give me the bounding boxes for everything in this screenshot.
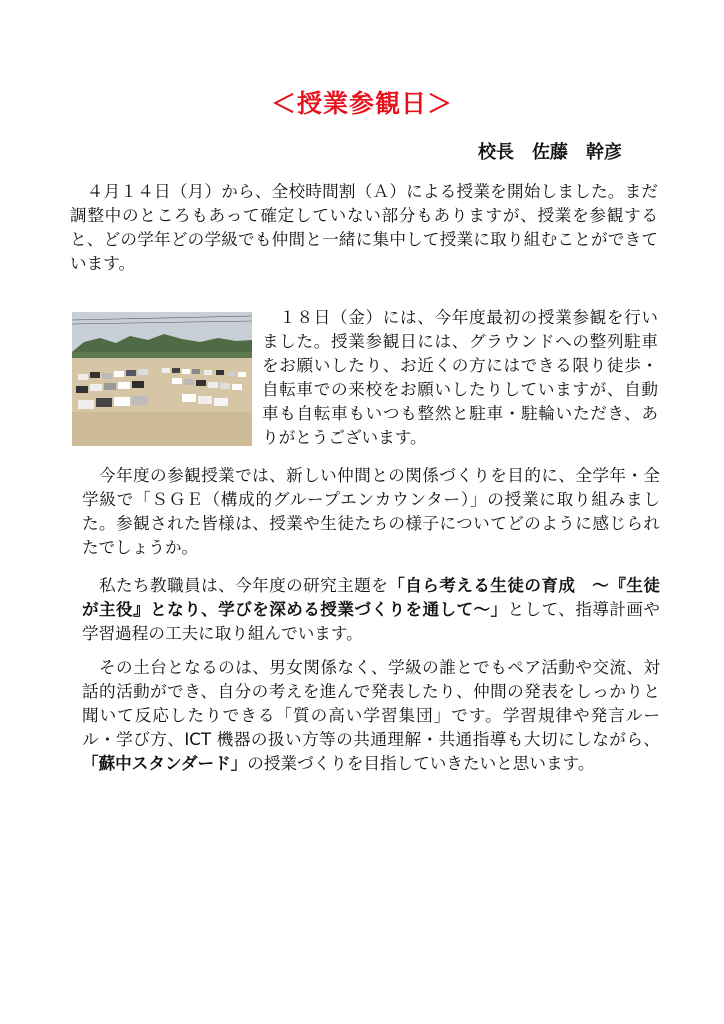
paragraph-5-tail: の授業づくりを目指していきたいと思います。 — [247, 754, 595, 773]
author-line: 校長 佐藤 幹彦 — [478, 142, 622, 163]
paragraph-3-text: 今年度の参観授業では、新しい仲間との関係づくりを目的に、全学年・全学級で「ＳＧＥ（構成的グループエンカウンター）」の授業に取り組みました。参観された皆様は、授業や生徒たちの様子についてどのように感じられたでしょうか。 — [82, 466, 661, 557]
paragraph-3 — [82, 464, 660, 560]
paragraph-1: ４月１４日（月）から、全校時間割（Ａ）による授業を開始しました。まだ調整中のところもあって確定していない部分もありますが、授業を参観すると、どの学年どの学級でも仲間と一緒に集中して授業に取り組むことができています。 — [70, 182, 658, 273]
paragraph-2: １８日（金）には、今年度最初の授業参観を行いました。授業参観日には、グラウンドへの整列駐車をお願いしたり、お近くの方にはできる限り徒歩・自転車での来校をお願いしたりしていますが、自動車も自転車もいつも整然と駐車・駐輪いただき、ありがとうございます。 — [262, 308, 658, 447]
paragraph-5 — [82, 656, 660, 776]
page-title: ＜授業参観日＞ — [270, 89, 453, 118]
sochu-standard: 「蘇中スタンダード」 — [82, 754, 248, 773]
paragraph-4-tail: として、指導計画や学習過程の工夫に取り組んでいます。 — [82, 600, 661, 643]
paragraph-5-lead: その土台となるのは、男女関係なく、学級の誰とでもペア活動や交流、対話的活動ができ、自分の考えを進んで発表したり、仲間の発表をしっかりと聞いて反応したりできる「質の高い学習集団」です。学習規律や発言ルール・学び方、ICT 機器の扱い方等の共通理解・共通指導も大切にしながら、 — [82, 658, 661, 749]
paragraph-4-lead: 私たち教職員は、今年度の研究主題を — [99, 576, 389, 595]
parking-lot-photo — [72, 312, 252, 446]
research-theme: 「自ら考える生徒の育成 ～『生徒が主役』となり、学びを深める授業づくりを通して～」 — [82, 576, 661, 619]
paragraph-4 — [82, 574, 660, 646]
